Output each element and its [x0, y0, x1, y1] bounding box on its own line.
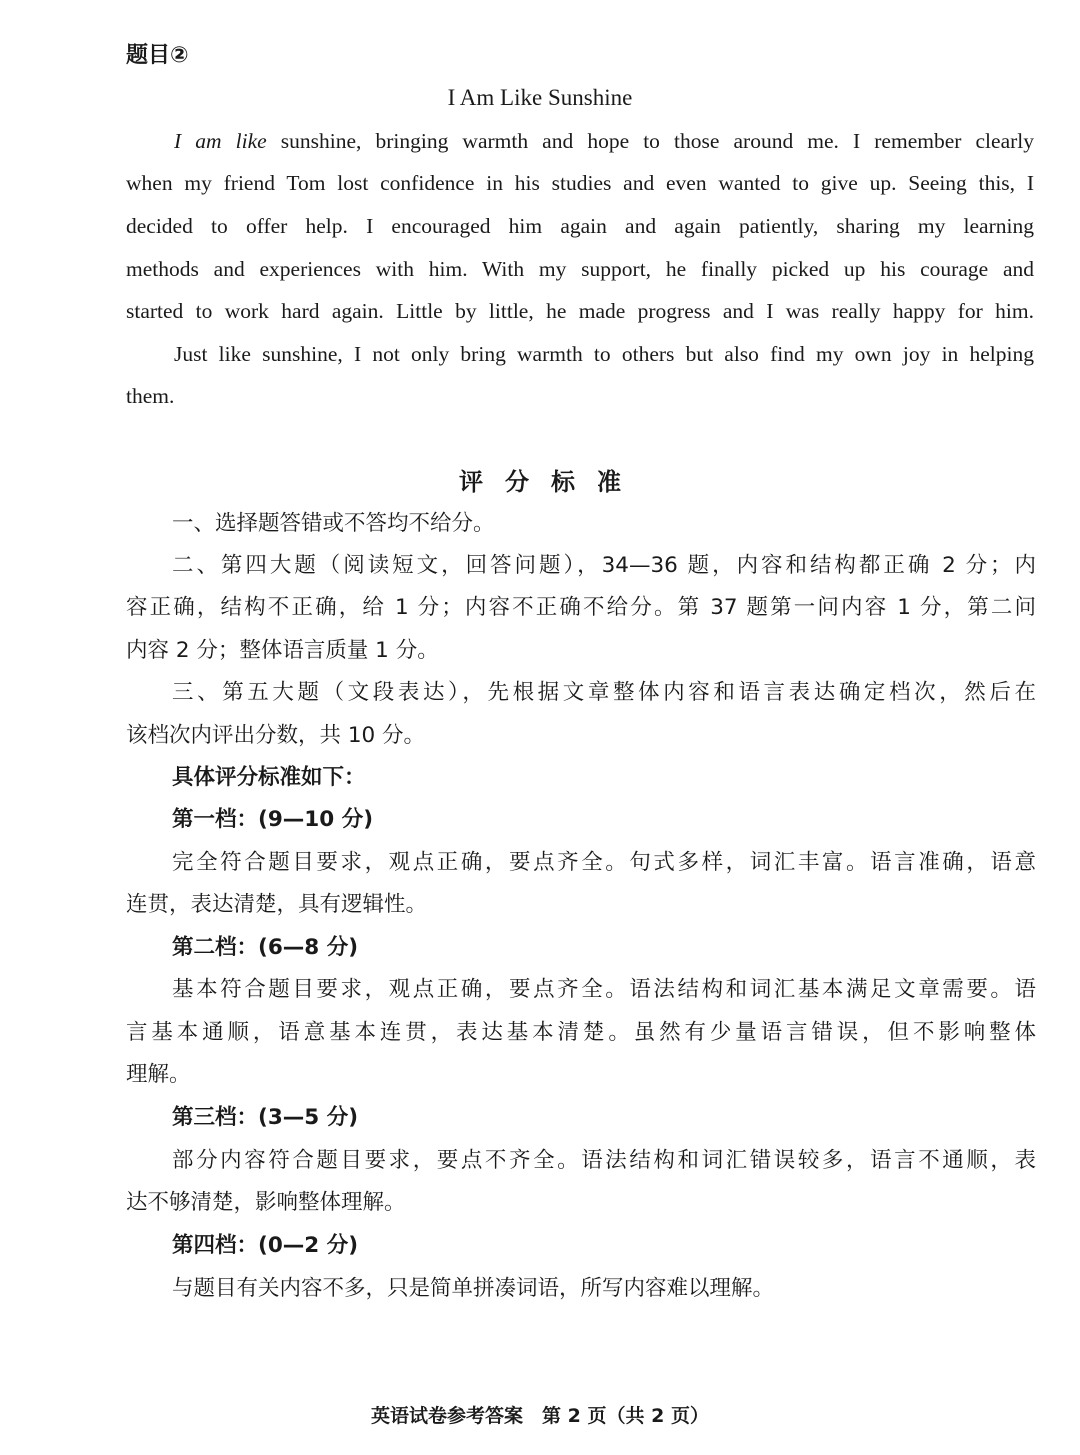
scoring-line: 容正确，结构不正确，给 1 分；内容不正确不给分。第 37 题第一问内容 1 分，第二问 — [126, 595, 1036, 620]
scoring-line: 三、第五大题（文段表达），先根据文章整体内容和语言表达确定档次，然后在 — [172, 680, 1036, 705]
scoring-line: 内容 2 分；整体语言质量 1 分。 — [126, 638, 439, 663]
essay-line: them. — [126, 384, 175, 408]
page-footer: 英语试卷参考答案 第 2 页（共 2 页） — [371, 1405, 709, 1427]
essay-line: I am like sunshine, bringing warmth and hope to those around me. I remember clearly — [174, 129, 1034, 153]
scoring-line: 达不够清楚，影响整体理解。 — [126, 1190, 406, 1215]
essay-line: Just like sunshine, I not only bring warmth to others but also find my own joy in helping — [174, 342, 1034, 366]
scoring-title: 评分标准 — [459, 468, 643, 496]
scoring-line: 一、选择题答错或不答均不给分。 — [172, 511, 495, 536]
scoring-line: 二、第四大题（阅读短文，回答问题），34—36 题，内容和结构都正确 2 分；内 — [172, 553, 1036, 578]
scoring-line: 连贯，表达清楚，具有逻辑性。 — [126, 892, 428, 917]
grade-level-heading: 第三档：(3—5 分) — [172, 1105, 359, 1130]
scoring-line: 言基本通顺，语意基本连贯，表达基本清楚。虽然有少量语言错误，但不影响整体 — [126, 1020, 1036, 1045]
grade-level-heading: 第二档：(6—8 分) — [172, 935, 359, 960]
question-number: 题目② — [126, 43, 189, 68]
essay-line: decided to offer help. I encouraged him again and again patiently, sharing my learning — [126, 214, 1034, 238]
scoring-line: 部分内容符合题目要求，要点不齐全。语法结构和词汇错误较多，语言不通顺，表 — [172, 1148, 1036, 1173]
scoring-line: 完全符合题目要求，观点正确，要点齐全。句式多样，词汇丰富。语言准确，语意 — [172, 850, 1036, 875]
grade-level-heading: 第四档：(0—2 分) — [172, 1233, 359, 1258]
essay-italic-start: I am like — [174, 129, 267, 153]
scoring-line: 理解。 — [126, 1062, 191, 1087]
scoring-line: 该档次内评出分数，共 10 分。 — [126, 723, 426, 748]
essay-line: methods and experiences with him. With my support, he finally picked up his courage and — [126, 257, 1034, 281]
scoring-subheading: 具体评分标准如下： — [172, 765, 366, 790]
essay-line: when my friend Tom lost confidence in his studies and even wanted to give up. Seeing this, I — [126, 171, 1034, 195]
essay-title: I Am Like Sunshine — [447, 85, 633, 110]
essay-line: started to work hard again. Little by little, he made progress and I was really happy for him. — [126, 299, 1034, 323]
scoring-line: 与题目有关内容不多，只是简单拼凑词语，所写内容难以理解。 — [172, 1276, 775, 1301]
grade-level-heading: 第一档：(9—10 分) — [172, 807, 374, 832]
scoring-line: 基本符合题目要求，观点正确，要点齐全。语法结构和词汇基本满足文章需要。语 — [172, 977, 1036, 1002]
